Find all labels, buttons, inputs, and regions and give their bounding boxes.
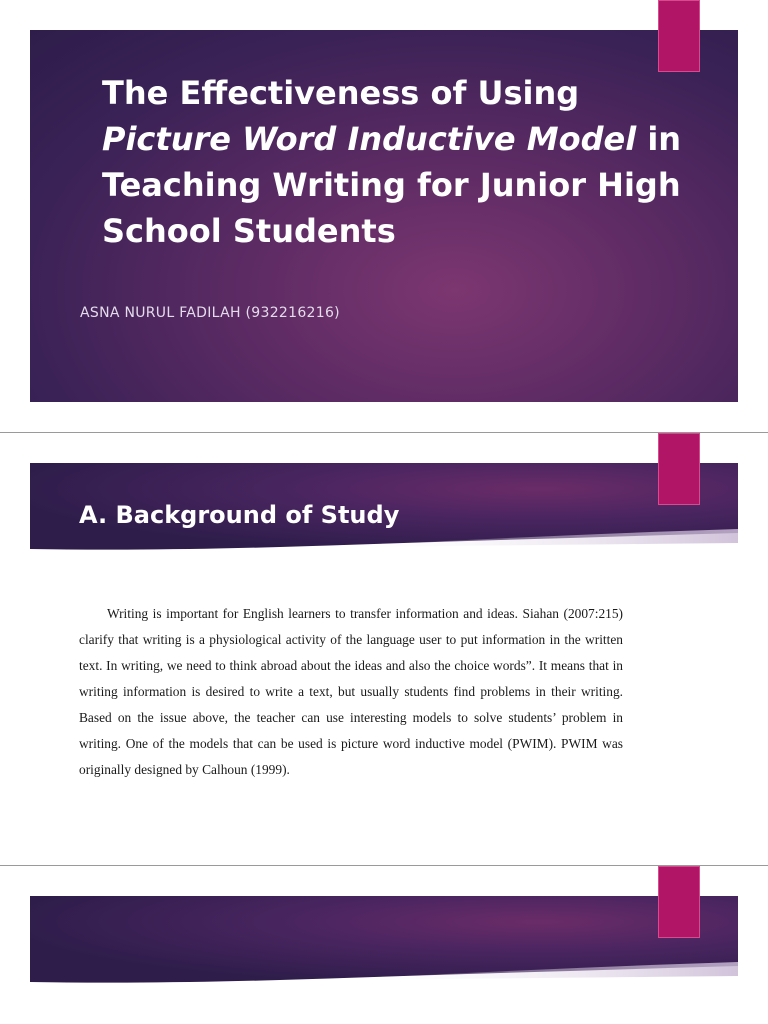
section-heading: A. Background of Study [79, 501, 400, 529]
next-slide-partial [0, 866, 768, 1024]
author-line: ASNA NURUL FADILAH (932216216) [80, 305, 340, 321]
title-line-1: The Effectiveness of Using [102, 74, 580, 112]
presentation-title [102, 70, 682, 254]
content-slide [0, 433, 768, 865]
title-slide [0, 0, 768, 432]
header-band [30, 896, 738, 1024]
accent-tab [658, 866, 700, 938]
title-italic-part: Picture Word Inductive Model [102, 120, 637, 158]
title-rest: in Teaching Writing for Junior High School Students [102, 120, 682, 250]
accent-tab [658, 433, 700, 505]
accent-tab [658, 0, 700, 72]
body-paragraph: Writing is important for English learners to transfer information and ideas. Siahan (2007:215) clarify that writing is a physiological activity of the language user to put information in the written text. In writing, we need to think abroad about the ideas and also the choice words”. It means that in writing information is desired to write a text, but usually students find problems in their writing. Based on the issue above, the teacher can use interesting models to solve students’ problem in writing. One of the models that can be used is picture word inductive model (PWIM). PWIM was originally designed by Calhoun (1999). [79, 606, 623, 777]
